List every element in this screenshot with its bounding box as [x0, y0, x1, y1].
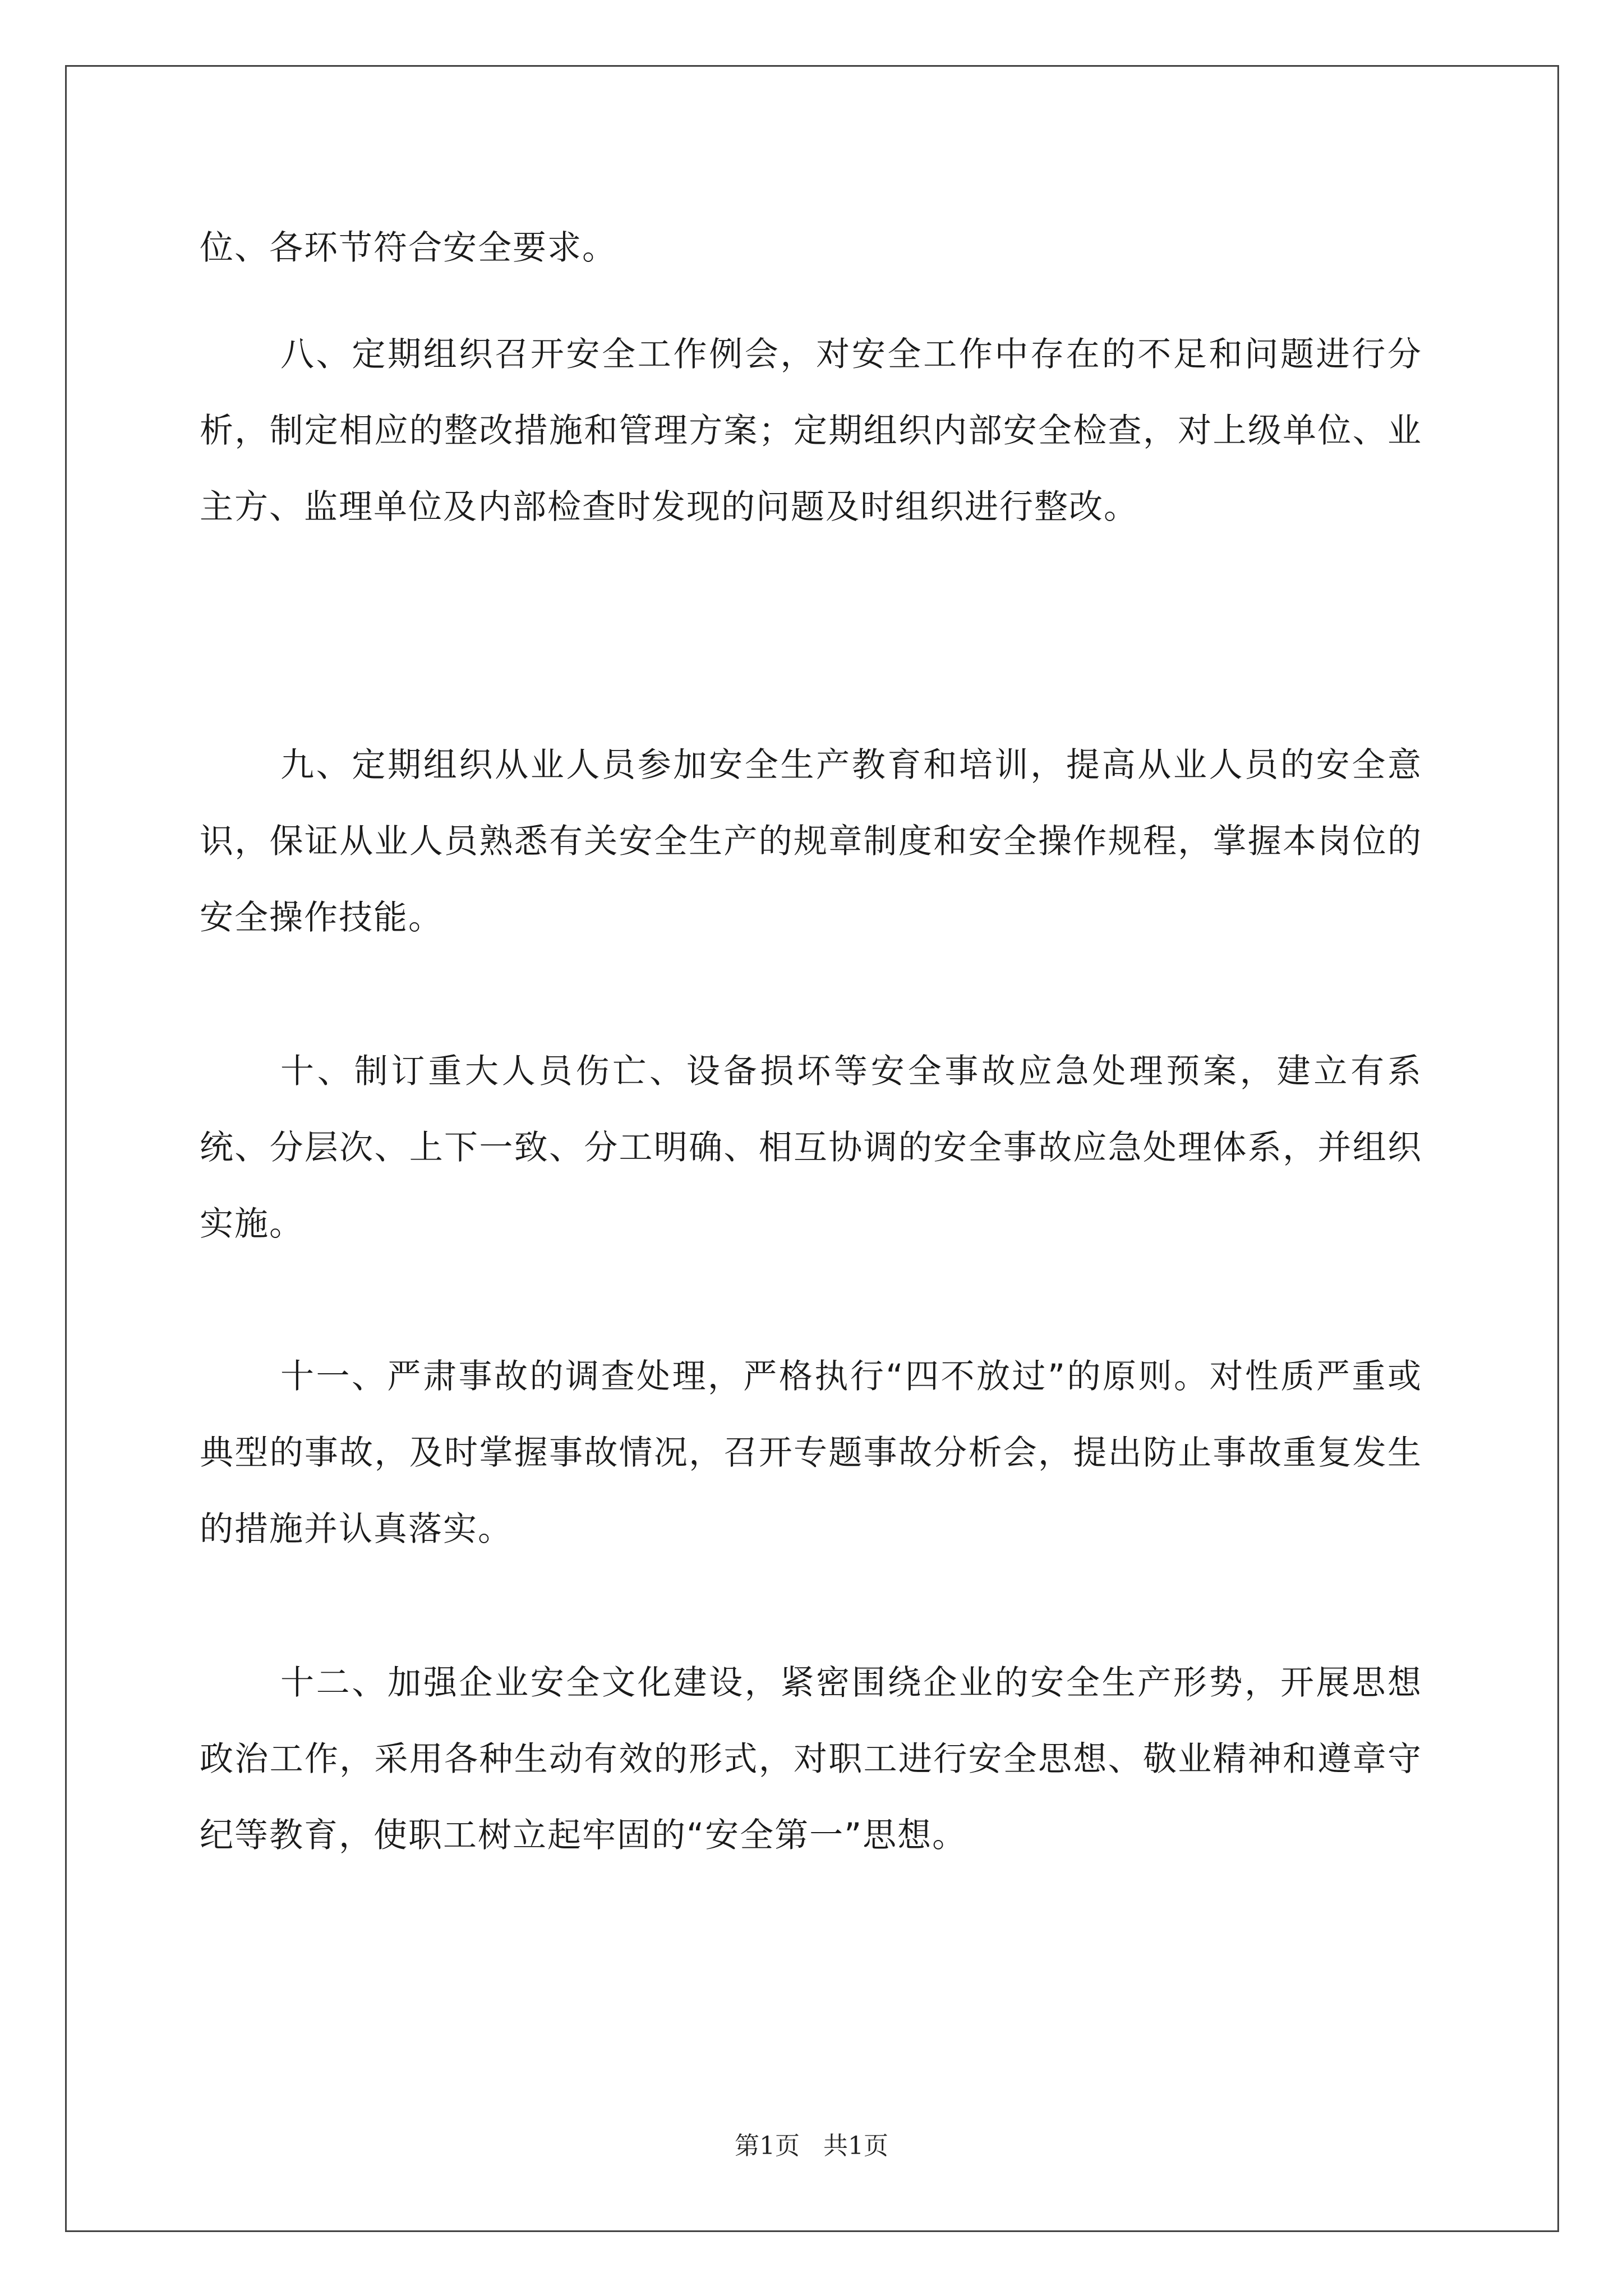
paragraph-item-10: 十、制订重大人员伤亡、设备损坏等安全事故应急处理预案，建立有系统、分层次、上下一致、分工明确、相互协调的安全事故应急处理体系，并组织实施。 — [200, 1052, 1422, 1244]
paragraph-item-8: 八、定期组织召开安全工作例会，对安全工作中存在的不足和问题进行分析，制定相应的整改措施和管理方案；定期组织内部安全检查，对上级单位、业主方、监理单位及内部检查时发现的问题及时组织进行整改。 — [200, 335, 1422, 527]
paragraph-item-12: 十二、加强企业安全文化建设，紧密围绕企业的安全生产形势，开展思想政治工作，采用各种生动有效的形式，对职工进行安全思想、敬业精神和遵章守纪等教育，使职工树立起牢固的“安全第一”思想。 — [200, 1663, 1422, 1855]
paragraph-item-11: 十一、严肃事故的调查处理，严格执行“四不放过”的原则。对性质严重或典型的事故，及时掌握事故情况，召开专题事故分析会，提出防止事故重复发生的措施并认真落实。 — [200, 1357, 1422, 1549]
page-number-footer: 第1页 共1页 — [735, 2132, 888, 2160]
paragraph-continuation: 位、各环节符合安全要求。 — [200, 228, 617, 268]
paragraph-item-9: 九、定期组织从业人员参加安全生产教育和培训，提高从业人员的安全意识，保证从业人员熟悉有关安全生产的规章制度和安全操作规程，掌握本岗位的安全操作技能。 — [200, 746, 1422, 937]
